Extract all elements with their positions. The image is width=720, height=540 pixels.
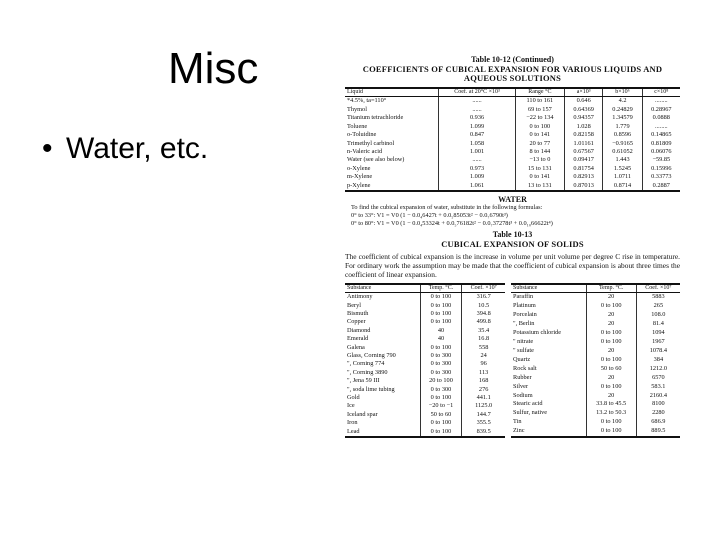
liquids-cell: o-Toluidine [347,131,377,139]
liquids-row [345,140,680,148]
solids-right-cell: 0 to 100 [586,329,636,338]
solids-left-cell: 0 to 100 [420,394,462,402]
solids-right-cell: 686.9 [636,418,680,427]
solids-left-row [345,419,505,427]
liquids-cell: 1.009 [439,173,516,181]
solids-right-cell: 13.2 to 50.3 [586,409,636,418]
solids-right-cell: Quartz [513,355,531,363]
liquids-cell: ...... [439,156,516,164]
solids-right-cell: 1967 [636,338,680,347]
solids-left-row [345,386,505,394]
liquids-cell: −22 to 134 [515,114,564,122]
solids-left-row [345,327,505,335]
scanned-table-image [345,56,680,504]
solids-left-row [345,293,505,302]
liquids-cell: 0.82158 [564,131,603,139]
solids-left-cell: 0 to 300 [420,369,462,377]
solids-right-cell: Silver [513,382,529,390]
solids-right-cell: 0 to 100 [586,302,636,311]
liquids-cell: −13 to 0 [515,156,564,164]
solids-right-cell: Rubber [513,373,532,381]
solids-left-cell: 113 [462,369,505,377]
liquids-cell: −0.9165 [603,140,642,148]
liquids-cell: 0 to 141 [515,131,564,139]
solids-left-cell: 558 [462,344,505,352]
liquids-cell: 0.06076 [642,148,680,156]
solids-left-cell: 0 to 100 [420,302,462,310]
liquids-cell: 0.81754 [564,165,603,173]
solids-left-cell: Emerald [347,335,369,343]
table1-heading [345,56,680,83]
solids-right-cell: Sodium [513,391,533,399]
liquids-cell: 0.973 [439,165,516,173]
table2-caption: CUBICAL EXPANSION OF SOLIDS [441,238,584,249]
solids-right-cell: 20 [586,311,636,320]
solids-right-cell: Tin [513,418,522,426]
solids-right-row [511,400,680,409]
solids-left-row [345,352,505,360]
solids-left-row [345,344,505,352]
solids-right-row [511,427,680,437]
solids-right-cell: 0 to 100 [586,356,636,365]
liquids-cell: 0.33773 [642,173,680,181]
liquids-cell: 0.646 [564,97,603,106]
table1-number: Table 10-12 (Continued) [471,55,554,64]
solids-left-cell: 394.8 [462,310,505,318]
solids-left-cell: 316.7 [462,293,505,302]
solids-right-row [511,382,680,391]
liquids-cell: 1.099 [439,123,516,131]
liquids-cell: Thymol [347,105,367,113]
solids-left-row [345,369,505,377]
solids-right-cell: 20 [586,391,636,400]
solids-left-cell: −20 to −1 [420,402,462,410]
solids-right-cell: Rock salt [513,364,537,372]
solids-right-cell: 81.4 [636,320,680,329]
liquids-cell: o-Xylene [347,164,371,172]
solids-left-cell: 40 [420,327,462,335]
solids-left-cell: Gold [347,393,360,401]
liquids-cell: 0.28967 [642,106,680,114]
liquids-cell: 0.64369 [564,106,603,114]
liquids-cell: 0.82913 [564,173,603,181]
liquids-cell: 1.058 [439,140,516,148]
solids-left-cell: Beryl [347,301,361,309]
water-formulas [345,204,680,228]
liquids-cell: 0.09417 [564,156,603,164]
liquids-cell: 110 to 161 [515,97,564,106]
solids-right-cell: 5883 [636,293,680,302]
liquids-header-cell: a×10³ [564,88,603,97]
liquids-row [345,106,680,114]
solids-left-row [345,394,505,402]
solids-right-cell: " sulfate [513,346,534,354]
solids-left-cell: 839.5 [462,428,505,437]
solids-right-cell: 0 to 100 [586,418,636,427]
solids-left-row [345,335,505,343]
solids-right-row [511,347,680,356]
solids-right-cell: 33.8 to 45.5 [586,400,636,409]
liquids-cell: ...... [439,106,516,114]
liquids-header-cell: Range °C [515,88,564,97]
liquids-cell: ........ [642,97,680,106]
solids-right-cell: 20 [586,347,636,356]
bullet-marker: • [42,132,53,165]
liquids-cell: 69 to 157 [515,106,564,114]
liquids-cell: 0.936 [439,114,516,122]
liquids-cell: 1.5245 [603,165,642,173]
liquids-cell: 0.67567 [564,148,603,156]
solids-left-cell: Copper [347,318,366,326]
solids-right-cell: 265 [636,302,680,311]
solids-left-cell: ", Corning 3890 [347,368,388,376]
solids-right-row [511,409,680,418]
solids-right-cell: Platinum [513,302,536,310]
solids-left-cell: 20 to 100 [420,377,462,385]
solids-right-header-cell: Temp. °C. [586,284,636,293]
solids-right-cell: 0 to 100 [586,382,636,391]
liquids-cell: 0.2887 [642,182,680,191]
solids-left-cell: 0 to 100 [420,293,462,302]
liquids-cell: 1.001 [439,148,516,156]
table2-number: Table 10-13 [492,229,533,239]
water-title: WATER [498,194,527,204]
table2-paragraph: The coefficient of cubical expansion is the increase in volume per unit volume per degree C rise in temperature. For ordinary work the assumption may be made that the coefficient of cubical expansion is about three times the coefficient of linear expansion. [345,252,680,280]
liquids-cell: 20 to 77 [515,140,564,148]
solids-right-cell: 20 [586,293,636,302]
solids-left-cell: 50 to 60 [420,411,462,419]
solids-right-row [511,365,680,374]
liquids-row [345,156,680,164]
solids-left-cell: ", Jena 59 III [347,377,380,385]
liquids-cell: Water (see also below) [347,156,405,164]
solids-left-cell: 168 [462,377,505,385]
solids-left-cell: Ice [347,402,355,410]
solids-right-cell: Stearic acid [513,400,543,408]
liquids-cell: m-Xylene [347,173,373,181]
solids-left-cell: 0 to 100 [420,344,462,352]
solids-right-row [511,311,680,320]
liquids-row [345,165,680,173]
liquids-cell: 0.61052 [603,148,642,156]
solids-left-cell: 499.8 [462,318,505,326]
liquids-cell: 0.8596 [603,131,642,139]
solids-right-cell: 20 [586,373,636,382]
liquids-row [345,131,680,139]
solids-left-cell: 40 [420,335,462,343]
liquids-row [345,173,680,181]
liquids-cell: 0.87013 [564,182,603,191]
water-formula-line: To find the cubical expansion of water, substitute in the following formulas: [351,203,543,211]
liquids-cell: 15 to 131 [515,165,564,173]
solids-right-cell: 8100 [636,400,680,409]
solids-left-cell: 35.4 [462,327,505,335]
solids-left-header [345,284,505,293]
solids-left-row [345,428,505,437]
liquids-cell: 1.01161 [564,140,603,148]
slide-title: Misc [168,44,259,93]
solids-left-row [345,318,505,326]
solids-right-cell: 1078.4 [636,347,680,356]
solids-right-row [511,338,680,347]
solids-right-cell: Potassium chloride [513,329,562,337]
solids-right-cell: ", Berlin [513,320,535,328]
solids-left-cell: 96 [462,360,505,368]
liquids-cell: 1.443 [603,156,642,164]
solids-right-cell: 0 to 100 [586,427,636,437]
solids-right-header-cell: Coef. ×10⁷ [636,284,680,293]
solids-left-cell: Antimony [347,293,373,301]
table2-heading [345,231,680,249]
liquids-cell: 0 to 141 [515,173,564,181]
solids-left-row [345,411,505,419]
liquids-cell: n-Valeric acid [347,147,383,155]
solids-left-cell: 441.1 [462,394,505,402]
solids-left-cell: Diamond [347,326,371,334]
solids-right-cell: Sulfur, native [513,409,548,417]
solids-left-cell: ", soda lime tubing [347,385,395,393]
liquids-cell: ...... [439,97,516,106]
liquids-cell: 13 to 131 [515,182,564,191]
solids-right-row [511,329,680,338]
liquids-row [345,114,680,122]
solids-left-row [345,360,505,368]
solids-left-cell: Iron [347,419,358,427]
liquids-cell: 8 to 144 [515,148,564,156]
liquids-cell: Trimethyl carbinol [347,139,395,147]
solids-left-cell: 0 to 300 [420,352,462,360]
solids-right-cell: 583.1 [636,382,680,391]
liquids-cell: 1.061 [439,182,516,191]
liquids-cell: Toluene [347,122,368,130]
liquids-cell: 0.24829 [603,106,642,114]
liquids-row [345,123,680,131]
liquids-cell: 0 to 100 [515,123,564,131]
liquids-cell: 0.0888 [642,114,680,122]
solids-right-cell: 0 to 100 [586,338,636,347]
solids-left-cell: 0 to 100 [420,310,462,318]
solids-left-row [345,402,505,410]
solids-left-cell: Iceland spar [347,410,378,418]
solids-left-cell: 355.5 [462,419,505,427]
bullet-item [42,132,208,166]
solids-right-cell: 1094 [636,329,680,338]
solids-left-cell: 0 to 300 [420,386,462,394]
solids-right-header [511,284,680,293]
solids-right-cell: 6570 [636,373,680,382]
solids-tables [345,283,680,438]
solids-right-header-cell: Substance [511,284,586,293]
solids-left-cell: 16.8 [462,335,505,343]
solids-left-header-cell: Coef. ×10⁷ [462,284,505,293]
liquids-cell: 0.15996 [642,165,680,173]
solids-right-cell: 1212.0 [636,365,680,374]
solids-left-row [345,310,505,318]
solids-left-header-cell: Substance [345,284,420,293]
solids-left-cell: Glass, Corning 790 [347,351,396,359]
solids-right-cell: Porcelain [513,311,537,319]
solids-left-cell: 0 to 100 [420,318,462,326]
table1-caption: COEFFICIENTS OF CUBICAL EXPANSION FOR VARIOUS LIQUIDS AND AQUEOUS SOLUTIONS [362,63,663,84]
solids-left-cell: 0 to 300 [420,360,462,368]
liquids-header-cell: c×10⁸ [642,88,680,97]
liquids-cell: 1.0711 [603,173,642,181]
solids-right-cell: Zinc [513,427,525,435]
liquids-cell: 4.2 [603,97,642,106]
solids-right-cell: 2160.4 [636,391,680,400]
liquids-cell: 0.8714 [603,182,642,191]
solids-left-cell: 0 to 100 [420,419,462,427]
liquids-cell: 1.779 [603,123,642,131]
water-formula-line: 0° to 80°: V1 = V0 (1 − 0.0₄53324t + 0.0₅76182t² − 0.0₇37278t³ + 0.0₁₀66622t⁴) [351,219,553,227]
liquids-header-cell: Coef. at 20°C ×10³ [439,88,516,97]
solids-left-cell: 276 [462,386,505,394]
solids-left-cell: 0 to 100 [420,428,462,437]
solids-left-cell: 24 [462,352,505,360]
solids-table-left [345,283,505,438]
solids-right-row [511,302,680,311]
solids-right-cell: 2280 [636,409,680,418]
liquids-row [345,148,680,156]
liquids-cell: *4.5%, ta=110° [347,97,387,105]
solids-left-cell: Bismuth [347,309,369,317]
solids-left-row [345,302,505,310]
solids-right-cell: Paraffin [513,293,534,301]
solids-right-cell: 889.5 [636,427,680,437]
solids-left-cell: ", Corning 774 [347,360,385,368]
solids-right-row [511,418,680,427]
liquids-cell: Titanium tetrachloride [347,114,404,122]
liquids-table-header [345,88,680,97]
solids-left-header-cell: Temp. °C. [420,284,462,293]
solids-right-row [511,356,680,365]
solids-table-right [511,283,680,438]
solids-right-row [511,391,680,400]
liquids-row [345,182,680,191]
liquids-cell: p-Xylene [347,181,371,189]
solids-right-cell: 20 [586,320,636,329]
liquids-row [345,97,680,106]
solids-right-row [511,320,680,329]
solids-left-cell: Lead [347,427,360,435]
liquids-cell: ........ [642,123,680,131]
water-formula-line: 0° to 33°: V1 = V0 (1 − 0.0₄6427t + 0.0₅85053t² − 0.0₇6790t³) [351,211,508,219]
solids-left-row [345,377,505,385]
solids-right-row [511,293,680,302]
liquids-cell: −59.85 [642,156,680,164]
liquids-cell: 0.847 [439,131,516,139]
liquids-cell: 1.028 [564,123,603,131]
solids-right-cell: 384 [636,356,680,365]
liquids-cell: 0.14865 [642,131,680,139]
solids-right-cell: 50 to 60 [586,365,636,374]
liquids-table [345,87,680,191]
solids-right-cell: " nitrate [513,337,534,345]
liquids-header-cell: b×10⁶ [603,88,642,97]
liquids-cell: 1.34579 [603,114,642,122]
solids-left-cell: 10.5 [462,302,505,310]
solids-left-cell: Galena [347,343,365,351]
solids-right-cell: 108.0 [636,311,680,320]
solids-left-cell: 1125.0 [462,402,505,410]
solids-right-row [511,373,680,382]
liquids-cell: 0.94357 [564,114,603,122]
bullet-text: Water, etc. [66,132,209,165]
solids-left-cell: 144.7 [462,411,505,419]
liquids-header-cell: Liquid [345,88,439,97]
liquids-cell: 0.81809 [642,140,680,148]
